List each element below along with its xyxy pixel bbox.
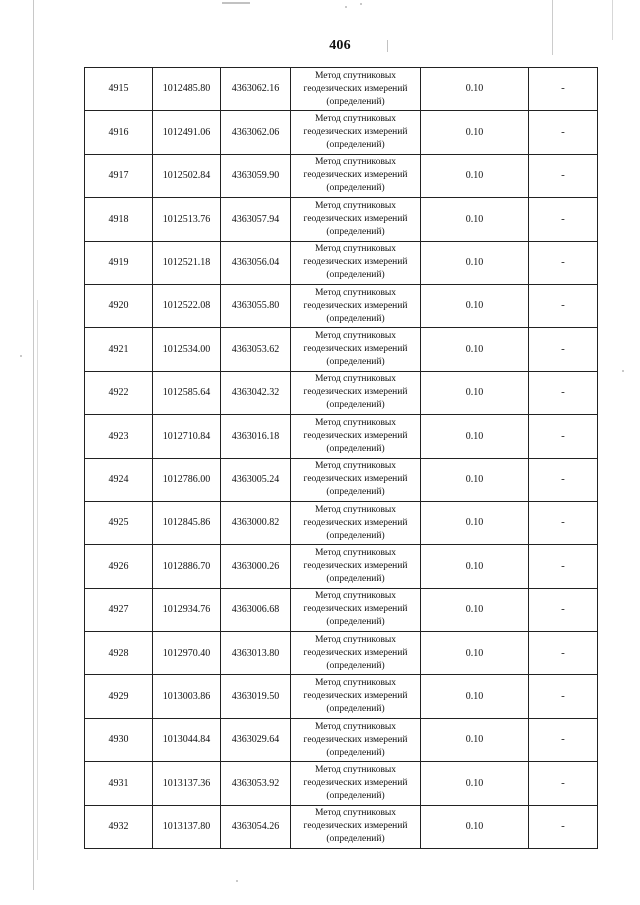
- table-row: [85, 762, 598, 805]
- x-coordinate-cell: 1012491.06: [153, 111, 221, 154]
- method-cell: Метод спутниковых геодезических измерений (определений): [291, 805, 421, 848]
- page-number: 406: [329, 38, 351, 53]
- accuracy-cell: 0.10: [421, 632, 529, 675]
- method-cell: Метод спутниковых геодезических измерений (определений): [291, 241, 421, 284]
- scan-artifact-line: [33, 0, 34, 890]
- y-coordinate-cell: 4363057.94: [221, 198, 291, 241]
- y-coordinate-cell: 4363000.82: [221, 501, 291, 544]
- point-number-cell: 4915: [85, 68, 153, 111]
- accuracy-cell: 0.10: [421, 198, 529, 241]
- y-coordinate-cell: 4363019.50: [221, 675, 291, 718]
- accuracy-cell: 0.10: [421, 328, 529, 371]
- point-number-cell: 4931: [85, 762, 153, 805]
- accuracy-cell: 0.10: [421, 371, 529, 414]
- method-cell: Метод спутниковых геодезических измерений (определений): [291, 111, 421, 154]
- accuracy-cell: 0.10: [421, 241, 529, 284]
- point-number-cell: 4929: [85, 675, 153, 718]
- method-cell: Метод спутниковых геодезических измерений (определений): [291, 198, 421, 241]
- x-coordinate-cell: 1013003.86: [153, 675, 221, 718]
- method-cell: Метод спутниковых геодезических измерений (определений): [291, 588, 421, 631]
- table-row: [85, 328, 598, 371]
- accuracy-cell: 0.10: [421, 68, 529, 111]
- method-cell: Метод спутниковых геодезических измерений (определений): [291, 328, 421, 371]
- x-coordinate-cell: 1012886.70: [153, 545, 221, 588]
- y-coordinate-cell: 4363016.18: [221, 415, 291, 458]
- accuracy-cell: 0.10: [421, 545, 529, 588]
- point-number-cell: 4921: [85, 328, 153, 371]
- y-coordinate-cell: 4363013.80: [221, 632, 291, 675]
- point-number-cell: 4920: [85, 284, 153, 327]
- point-number-cell: 4916: [85, 111, 153, 154]
- table-row: [85, 501, 598, 544]
- scan-speck: [360, 3, 362, 5]
- note-cell: -: [529, 545, 598, 588]
- scan-speck: [345, 6, 347, 8]
- note-cell: -: [529, 284, 598, 327]
- note-cell: -: [529, 588, 598, 631]
- note-cell: -: [529, 68, 598, 111]
- scan-artifact-line: [612, 0, 613, 40]
- method-cell: Метод спутниковых геодезических измерений (определений): [291, 371, 421, 414]
- table-row: [85, 545, 598, 588]
- accuracy-cell: 0.10: [421, 501, 529, 544]
- x-coordinate-cell: 1012934.76: [153, 588, 221, 631]
- point-number-cell: 4932: [85, 805, 153, 848]
- table-row: [85, 241, 598, 284]
- x-coordinate-cell: 1012845.86: [153, 501, 221, 544]
- accuracy-cell: 0.10: [421, 588, 529, 631]
- table-row: [85, 198, 598, 241]
- method-cell: Метод спутниковых геодезических измерений (определений): [291, 718, 421, 761]
- point-number-cell: 4922: [85, 371, 153, 414]
- y-coordinate-cell: 4363053.62: [221, 328, 291, 371]
- y-coordinate-cell: 4363056.04: [221, 241, 291, 284]
- y-coordinate-cell: 4363000.26: [221, 545, 291, 588]
- point-number-cell: 4924: [85, 458, 153, 501]
- table-row: [85, 371, 598, 414]
- y-coordinate-cell: 4363062.16: [221, 68, 291, 111]
- y-coordinate-cell: 4363053.92: [221, 762, 291, 805]
- scan-speck: [236, 880, 238, 882]
- note-cell: -: [529, 241, 598, 284]
- table-row: [85, 111, 598, 154]
- method-cell: Метод спутниковых геодезических измерений (определений): [291, 415, 421, 458]
- y-coordinate-cell: 4363042.32: [221, 371, 291, 414]
- x-coordinate-cell: 1012970.40: [153, 632, 221, 675]
- x-coordinate-cell: 1012534.00: [153, 328, 221, 371]
- note-cell: -: [529, 675, 598, 718]
- note-cell: -: [529, 154, 598, 197]
- table-row: [85, 415, 598, 458]
- x-coordinate-cell: 1012585.64: [153, 371, 221, 414]
- y-coordinate-cell: 4363059.90: [221, 154, 291, 197]
- x-coordinate-cell: 1012485.80: [153, 68, 221, 111]
- method-cell: Метод спутниковых геодезических измерений (определений): [291, 284, 421, 327]
- point-number-cell: 4919: [85, 241, 153, 284]
- note-cell: -: [529, 111, 598, 154]
- accuracy-cell: 0.10: [421, 284, 529, 327]
- table-row: [85, 805, 598, 848]
- table-row: [85, 718, 598, 761]
- note-cell: -: [529, 458, 598, 501]
- point-number-cell: 4928: [85, 632, 153, 675]
- note-cell: -: [529, 328, 598, 371]
- point-number-cell: 4925: [85, 501, 153, 544]
- accuracy-cell: 0.10: [421, 415, 529, 458]
- table-row: [85, 675, 598, 718]
- note-cell: -: [529, 501, 598, 544]
- y-coordinate-cell: 4363005.24: [221, 458, 291, 501]
- scan-artifact-line: [37, 300, 38, 860]
- x-coordinate-cell: 1012521.18: [153, 241, 221, 284]
- y-coordinate-cell: 4363054.26: [221, 805, 291, 848]
- x-coordinate-cell: 1013044.84: [153, 718, 221, 761]
- method-cell: Метод спутниковых геодезических измерений (определений): [291, 501, 421, 544]
- method-cell: Метод спутниковых геодезических измерений (определений): [291, 762, 421, 805]
- table-row: [85, 632, 598, 675]
- method-cell: Метод спутниковых геодезических измерений (определений): [291, 458, 421, 501]
- y-coordinate-cell: 4363029.64: [221, 718, 291, 761]
- table-row: [85, 284, 598, 327]
- scan-speck: [20, 355, 22, 357]
- point-number-cell: 4918: [85, 198, 153, 241]
- accuracy-cell: 0.10: [421, 154, 529, 197]
- accuracy-cell: 0.10: [421, 718, 529, 761]
- y-coordinate-cell: 4363062.06: [221, 111, 291, 154]
- y-coordinate-cell: 4363055.80: [221, 284, 291, 327]
- scan-artifact-mark: [222, 2, 250, 4]
- coordinates-table: [84, 67, 598, 849]
- x-coordinate-cell: 1012786.00: [153, 458, 221, 501]
- x-coordinate-cell: 1012522.08: [153, 284, 221, 327]
- point-number-cell: 4930: [85, 718, 153, 761]
- table-row: [85, 588, 598, 631]
- point-number-cell: 4917: [85, 154, 153, 197]
- note-cell: -: [529, 805, 598, 848]
- x-coordinate-cell: 1012502.84: [153, 154, 221, 197]
- x-coordinate-cell: 1012513.76: [153, 198, 221, 241]
- point-number-cell: 4927: [85, 588, 153, 631]
- note-cell: -: [529, 632, 598, 675]
- method-cell: Метод спутниковых геодезических измерений (определений): [291, 675, 421, 718]
- accuracy-cell: 0.10: [421, 458, 529, 501]
- accuracy-cell: 0.10: [421, 762, 529, 805]
- note-cell: -: [529, 415, 598, 458]
- note-cell: -: [529, 762, 598, 805]
- x-coordinate-cell: 1012710.84: [153, 415, 221, 458]
- x-coordinate-cell: 1013137.36: [153, 762, 221, 805]
- table-row: [85, 458, 598, 501]
- coordinates-table-body: [85, 68, 598, 849]
- table-row: [85, 154, 598, 197]
- point-number-cell: 4926: [85, 545, 153, 588]
- accuracy-cell: 0.10: [421, 111, 529, 154]
- point-number-cell: 4923: [85, 415, 153, 458]
- note-cell: -: [529, 718, 598, 761]
- y-coordinate-cell: 4363006.68: [221, 588, 291, 631]
- method-cell: Метод спутниковых геодезических измерений (определений): [291, 545, 421, 588]
- note-cell: -: [529, 198, 598, 241]
- scan-speck: [622, 370, 624, 372]
- accuracy-cell: 0.10: [421, 675, 529, 718]
- note-cell: -: [529, 371, 598, 414]
- accuracy-cell: 0.10: [421, 805, 529, 848]
- x-coordinate-cell: 1013137.80: [153, 805, 221, 848]
- table-row: [85, 68, 598, 111]
- method-cell: Метод спутниковых геодезических измерений (определений): [291, 632, 421, 675]
- method-cell: Метод спутниковых геодезических измерений (определений): [291, 154, 421, 197]
- method-cell: Метод спутниковых геодезических измерений (определений): [291, 68, 421, 111]
